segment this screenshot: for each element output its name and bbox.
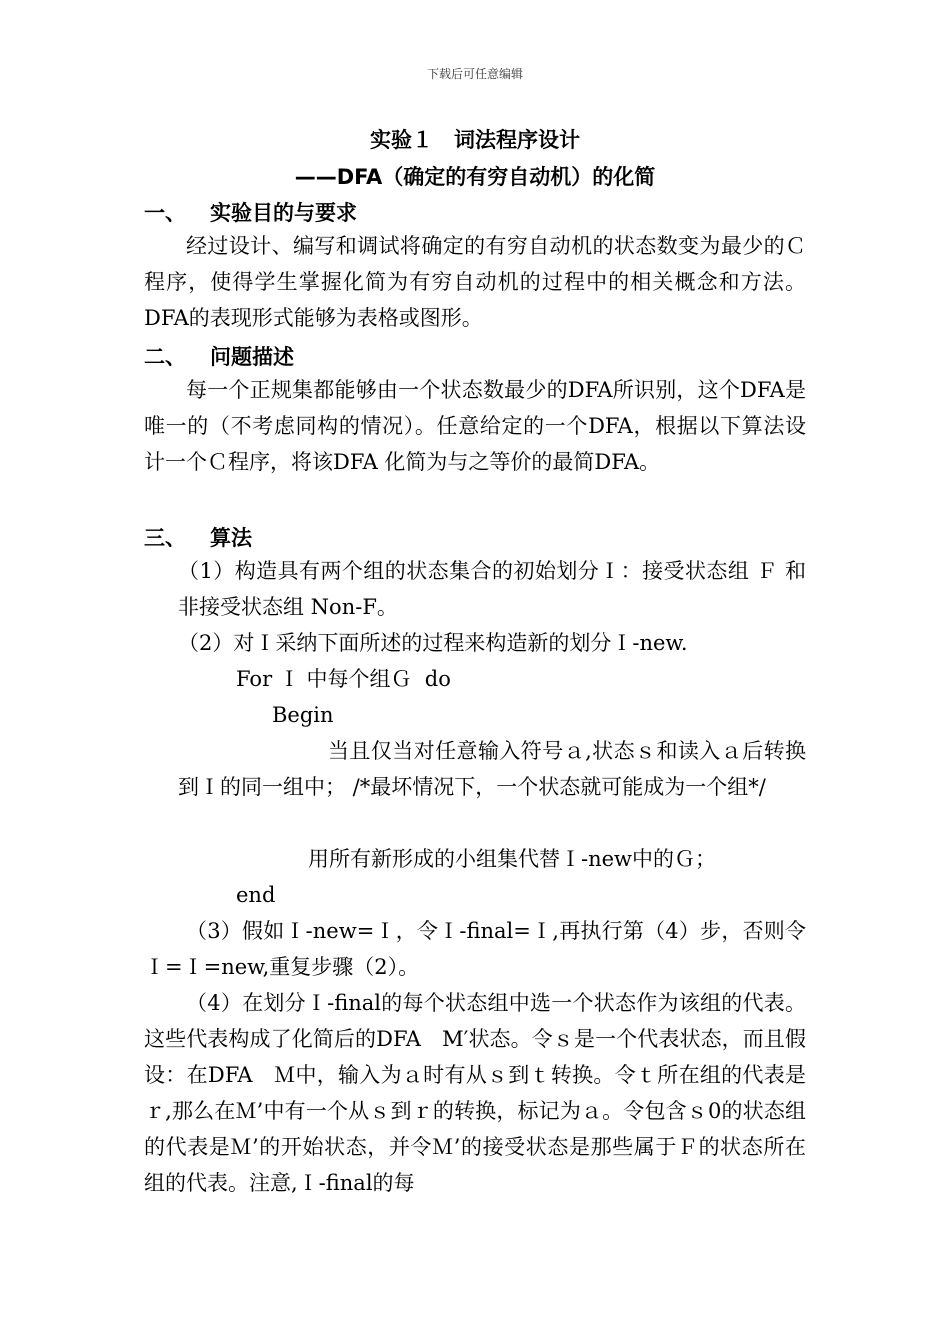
paragraph-purpose: 经过设计、编写和调试将确定的有穷自动机的状态数变为最少的Ｃ程序，使得学生掌握化简为有穷自动机的过程中的相关概念和方法。DFA的表现形式能够为表格或图形。 — [144, 234, 806, 330]
code-end-line: end — [236, 883, 276, 907]
section-number: 二、 — [144, 345, 186, 369]
paragraph-problem: 每一个正规集都能够由一个状态数最少的DFA所识别，这个DFA是唯一的（不考虑同构的情况）。任意给定的一个DFA，根据以下算法设计一个Ｃ程序，将该DFA 化简为与之等价的最简DFA。 — [144, 378, 806, 474]
code-replace-line: 用所有新形成的小组集代替Ｉ-new中的Ｇ； — [308, 847, 717, 871]
section-title: 实验目的与要求 — [210, 201, 357, 225]
page-header: 下载后可任意编辑 — [426, 67, 523, 81]
section-title: 算法 — [210, 526, 252, 550]
section-number: 一、 — [144, 201, 186, 225]
document-title: 实验１ 词法程序设计 — [370, 128, 580, 152]
section-number: 三、 — [144, 526, 186, 550]
document-subtitle: ——DFA（确定的有穷自动机）的化简 — [294, 165, 656, 189]
section-title: 问题描述 — [210, 345, 294, 369]
algorithm-step-1: （1）构造具有两个组的状态集合的初始划分Ｉ：接受状态组 Ｆ 和非接受状态组 Non-F。 — [178, 559, 806, 619]
algorithm-step-2: （2）对Ｉ采纳下面所述的过程来构造新的划分Ｉ-new. — [178, 631, 688, 655]
section-heading-3 — [144, 522, 252, 552]
section-heading-1 — [144, 197, 357, 227]
algorithm-step-3: （3）假如Ｉ-new=Ｉ，令Ｉ-final=Ｉ,再执行第（4）步，否则令Ｉ=Ｉ=new,重复步骤（2）。 — [144, 919, 806, 979]
code-body: 当且仅当对任意输入符号ａ,状态ｓ和读入ａ后转换到Ｉ的同一组中； /*最坏情况下，一个状态就可能成为一个组*/ — [178, 739, 806, 799]
section-heading-2 — [144, 341, 294, 371]
algorithm-step-4: （4）在划分Ｉ-final的每个状态组中选一个状态作为该组的代表。这些代表构成了化简后的DFA M′状态。令ｓ是一个代表状态，而且假设：在DFA Ｍ中，输入为ａ时有从ｓ到ｔ转换。令ｔ所在组的代表是ｒ,那么在Ｍ’中有一个从ｓ到ｒ的转换，标记为ａ。令包含ｓ0的状态组的代表是Ｍ’的开始状态，并令Ｍ’的接受状态是那些属于Ｆ的状态所在组的代表。注意,Ｉ-final的每 — [144, 991, 806, 1195]
code-for-line: For Ｉ 中每个组Ｇ do — [236, 667, 451, 691]
code-begin-line: Begin — [272, 703, 334, 727]
